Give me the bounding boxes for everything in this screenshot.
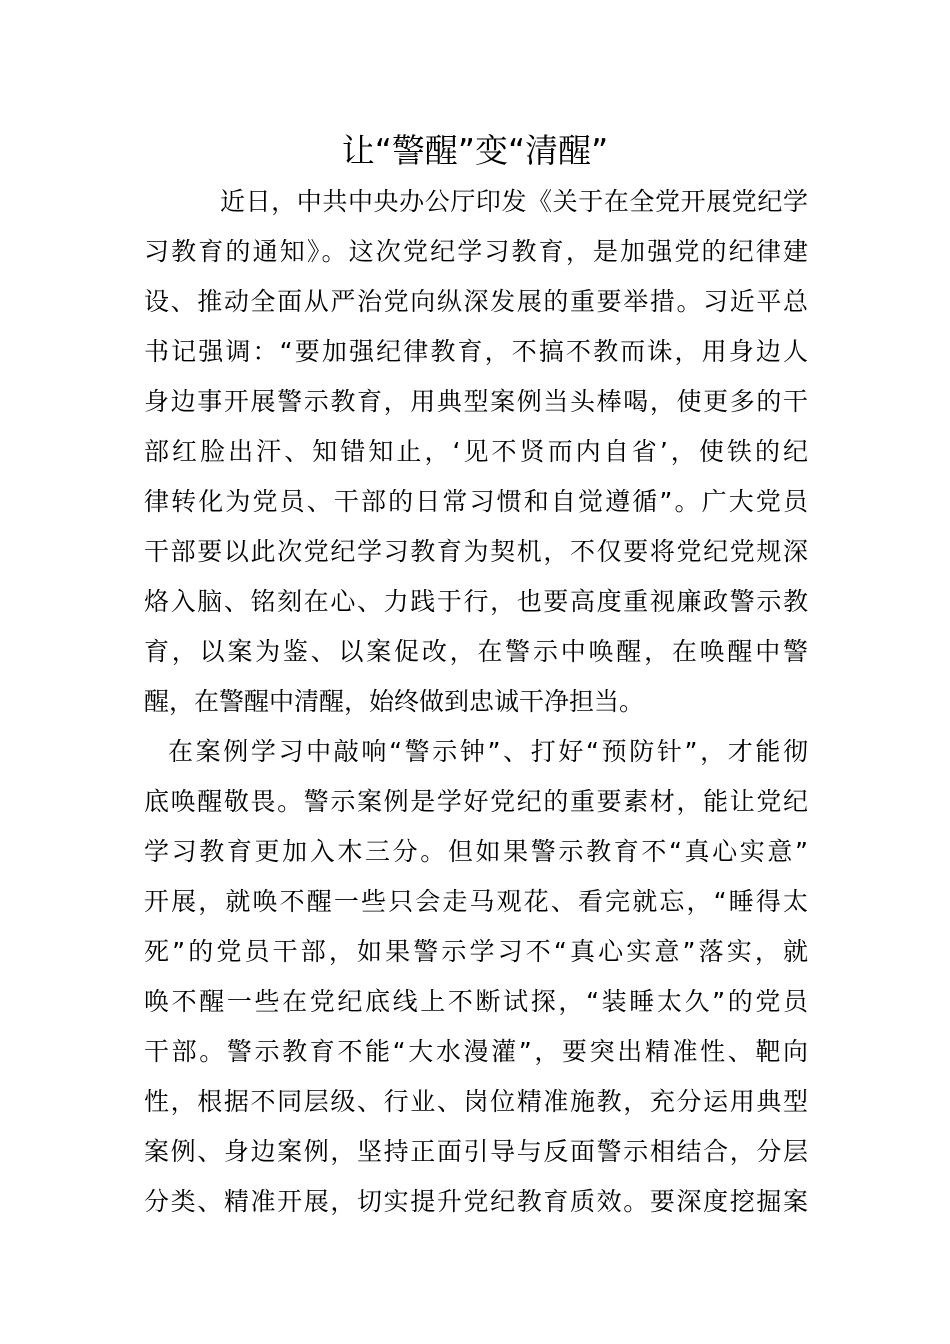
paragraph-1-line-5: 身边事开展警示教育，用典型案例当头棒喝，使更多的干: [144, 387, 808, 416]
paragraph-2-line-9: 案例、身边案例，坚持正面引导与反面警示相结合，分层: [144, 1137, 808, 1166]
paragraph-2-line-1: 在案例学习中敲响“警示钟”、打好“预防针”，才能彻: [168, 737, 808, 766]
paragraph-2-line-8: 性，根据不同层级、行业、岗位精准施教，充分运用典型: [144, 1087, 808, 1116]
document-title: 让“警醒”变“清醒”: [341, 131, 609, 170]
paragraph-1-line-10: 育，以案为鉴、以案促改，在警示中唤醒，在唤醒中警: [144, 637, 808, 666]
paragraph-1-line-7: 律转化为党员、干部的日常习惯和自觉遵循”。广大党员: [144, 487, 808, 516]
paragraph-1-line-9: 烙入脑、铭刻在心、力践于行，也要高度重视廉政警示教: [144, 587, 808, 616]
paragraph-2-line-5: 死”的党员干部，如果警示学习不“真心实意”落实，就: [144, 937, 808, 966]
paragraph-2-line-2: 底唤醒敬畏。警示案例是学好党纪的重要素材，能让党纪: [144, 787, 808, 816]
paragraph-1-line-6: 部红脸出汗、知错知止，‘见不贤而内自省’，使铁的纪: [144, 437, 808, 466]
paragraph-1-line-4: 书记强调：“要加强纪律教育，不搞不教而诛，用身边人: [144, 337, 808, 366]
paragraph-2-line-3: 学习教育更加入木三分。但如果警示教育不“真心实意”: [144, 837, 808, 866]
paragraph-2-line-10: 分类、精准开展，切实提升党纪教育质效。要深度挖掘案: [144, 1187, 808, 1216]
paragraph-1-line-8: 干部要以此次党纪学习教育为契机，不仅要将党纪党规深: [144, 537, 808, 566]
paragraph-1-line-3: 设、推动全面从严治党向纵深发展的重要举措。习近平总: [144, 287, 808, 316]
paragraph-1-line-2: 习教育的通知》。这次党纪学习教育，是加强党的纪律建: [144, 237, 808, 266]
paragraph-2-line-4: 开展，就唤不醒一些只会走马观花、看完就忘，“睡得太: [144, 887, 808, 916]
paragraph-2-line-6: 唤不醒一些在党纪底线上不断试探，“装睡太久”的党员: [144, 987, 808, 1016]
paragraph-2-line-7: 干部。警示教育不能“大水漫灌”，要突出精准性、靶向: [144, 1037, 808, 1066]
paragraph-1-line-11: 醒，在警醒中清醒，始终做到忠诚干净担当。: [144, 687, 645, 716]
paragraph-1-line-1: 近日，中共中央办公厅印发《关于在全党开展党纪学: [220, 187, 808, 216]
